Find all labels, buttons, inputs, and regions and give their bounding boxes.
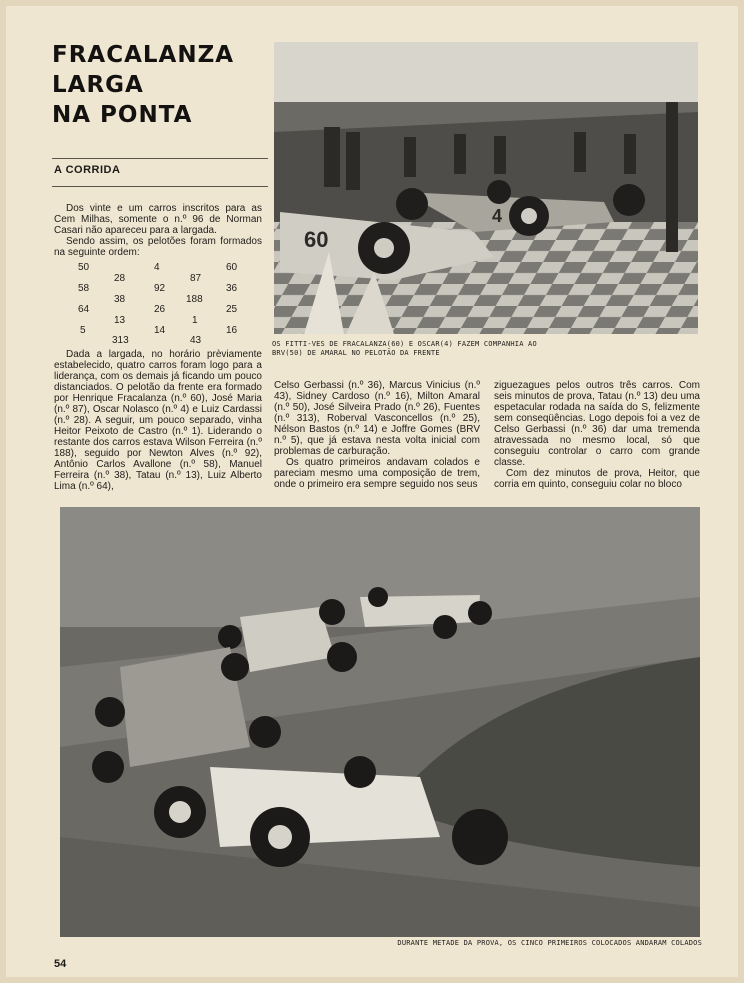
- column-2: [274, 380, 480, 490]
- photo-race-image: [60, 507, 700, 937]
- car-number-label: 60: [304, 227, 329, 252]
- headline-line: FRACALANZA: [52, 42, 235, 68]
- car-number-label: 4: [492, 206, 503, 226]
- grid-number: 50: [78, 262, 90, 273]
- grid-number: 25: [226, 304, 238, 315]
- grid-number: 5: [80, 325, 86, 336]
- body-paragraph: Com dez minutos de prova, Heitor, que corria em quinto, conseguiu colar no bloco: [494, 468, 700, 490]
- section-heading: A CORRIDA: [54, 164, 121, 176]
- headline-line: NA PONTA: [52, 102, 193, 128]
- grid-number: 13: [114, 315, 126, 326]
- grid-number: 38: [114, 294, 126, 305]
- intro-paragraph: Sendo assim, os pelotões foram formados na seguinte ordem:: [54, 236, 262, 258]
- body-paragraph: Dada a largada, no horário prèviamente estabelecido, quatro carros foram logo para a liderança, com os demais já ficando um pouco distanciados. O pelotão da frente era formado por Henrique Fracalanza (n.º 60), José Maria (n.º 87), Oscar Nolasco (n.º 4) e Luiz Cardassi (n.º 28). A seguir, um pouco separado, vinha Heitor Peixoto de Castro (n.º 1). Liderando o restante dos carros estava Wilson Ferreira (n.º 188), seguido por Newton Alves (n.º 92), Antônio Carlos Avallone (n.º 58), Manuel Ferreira (n.º 38), Tatau (n.º 13), Luiz Alberto Lima (n.º 64),: [54, 349, 262, 492]
- section-rule-bottom: [52, 186, 268, 187]
- photo-paddock-caption: OS FITTI-VES DE FRACALANZA(60) E OSCAR(4) FAZEM COMPANHIA AO BRV(50) DE AMARAL NO PELOTÃO DA FRENTE: [272, 340, 537, 357]
- grid-number: 60: [226, 262, 238, 273]
- grid-number: 36: [226, 283, 238, 294]
- grid-number: 313: [112, 335, 129, 346]
- column-3: [494, 380, 700, 490]
- headline: [52, 40, 267, 130]
- grid-number: 92: [154, 283, 166, 294]
- intro-text: [54, 203, 262, 258]
- grid-number: 58: [78, 283, 90, 294]
- column-1: [54, 349, 262, 492]
- grid-number: 188: [186, 294, 203, 305]
- body-paragraph: ziguezagues pelos outros três carros. Com seis minutos de prova, Tatau (n.º 13) deu uma espetacular rodada na saída do S, felizmente sem conseqüências. Logo depois foi a vez de Celso Gerbassi (n.º 36) dar uma tremenda atravessada no mesmo local, só que conseguiu controlar o carro com grande classe.: [494, 380, 700, 468]
- grid-number: 14: [154, 325, 166, 336]
- body-paragraph: Celso Gerbassi (n.º 36), Marcus Vinicius (n.º 43), Sidney Cardoso (n.º 16), Milton Amaral (n.º 50), José Silveira Prado (n.º 26), Fuentes (n.º 313), Roberval Vasconcellos (n.º 25), Nélson Bastos (n.º 14) e Joffre Gomes (BRV n.º 5), que já estava nesta volta inicial com problemas de carburação.: [274, 380, 480, 457]
- photo-race-caption: DURANTE METADE DA PROVA, OS CINCO PRIMEIROS COLOCADOS ANDARAM COLADOS: [397, 939, 702, 947]
- section-rule-top: [52, 158, 268, 159]
- grid-number: 28: [114, 273, 126, 284]
- grid-number: 64: [78, 304, 90, 315]
- grid-number: 26: [154, 304, 166, 315]
- photo-paddock: [274, 42, 698, 334]
- intro-paragraph: Dos vinte e um carros inscritos para as Cem Milhas, somente o n.º 96 de Norman Casari não apareceu para a largada.: [54, 203, 262, 236]
- grid-number: 87: [190, 273, 202, 284]
- grid-number: 1: [192, 315, 198, 326]
- grid-number: 4: [154, 262, 160, 273]
- grid-number: 43: [190, 335, 202, 346]
- starting-grid: [62, 260, 262, 344]
- headline-line: LARGA: [52, 72, 144, 98]
- body-paragraph: Os quatro primeiros andavam colados e pareciam mesmo uma composição de trem, onde o primeiro era sempre seguido nos seus: [274, 457, 480, 490]
- page-number: 54: [54, 958, 67, 970]
- grid-number: 16: [226, 325, 238, 336]
- photo-paddock-image: [274, 42, 698, 334]
- photo-race: [60, 507, 700, 937]
